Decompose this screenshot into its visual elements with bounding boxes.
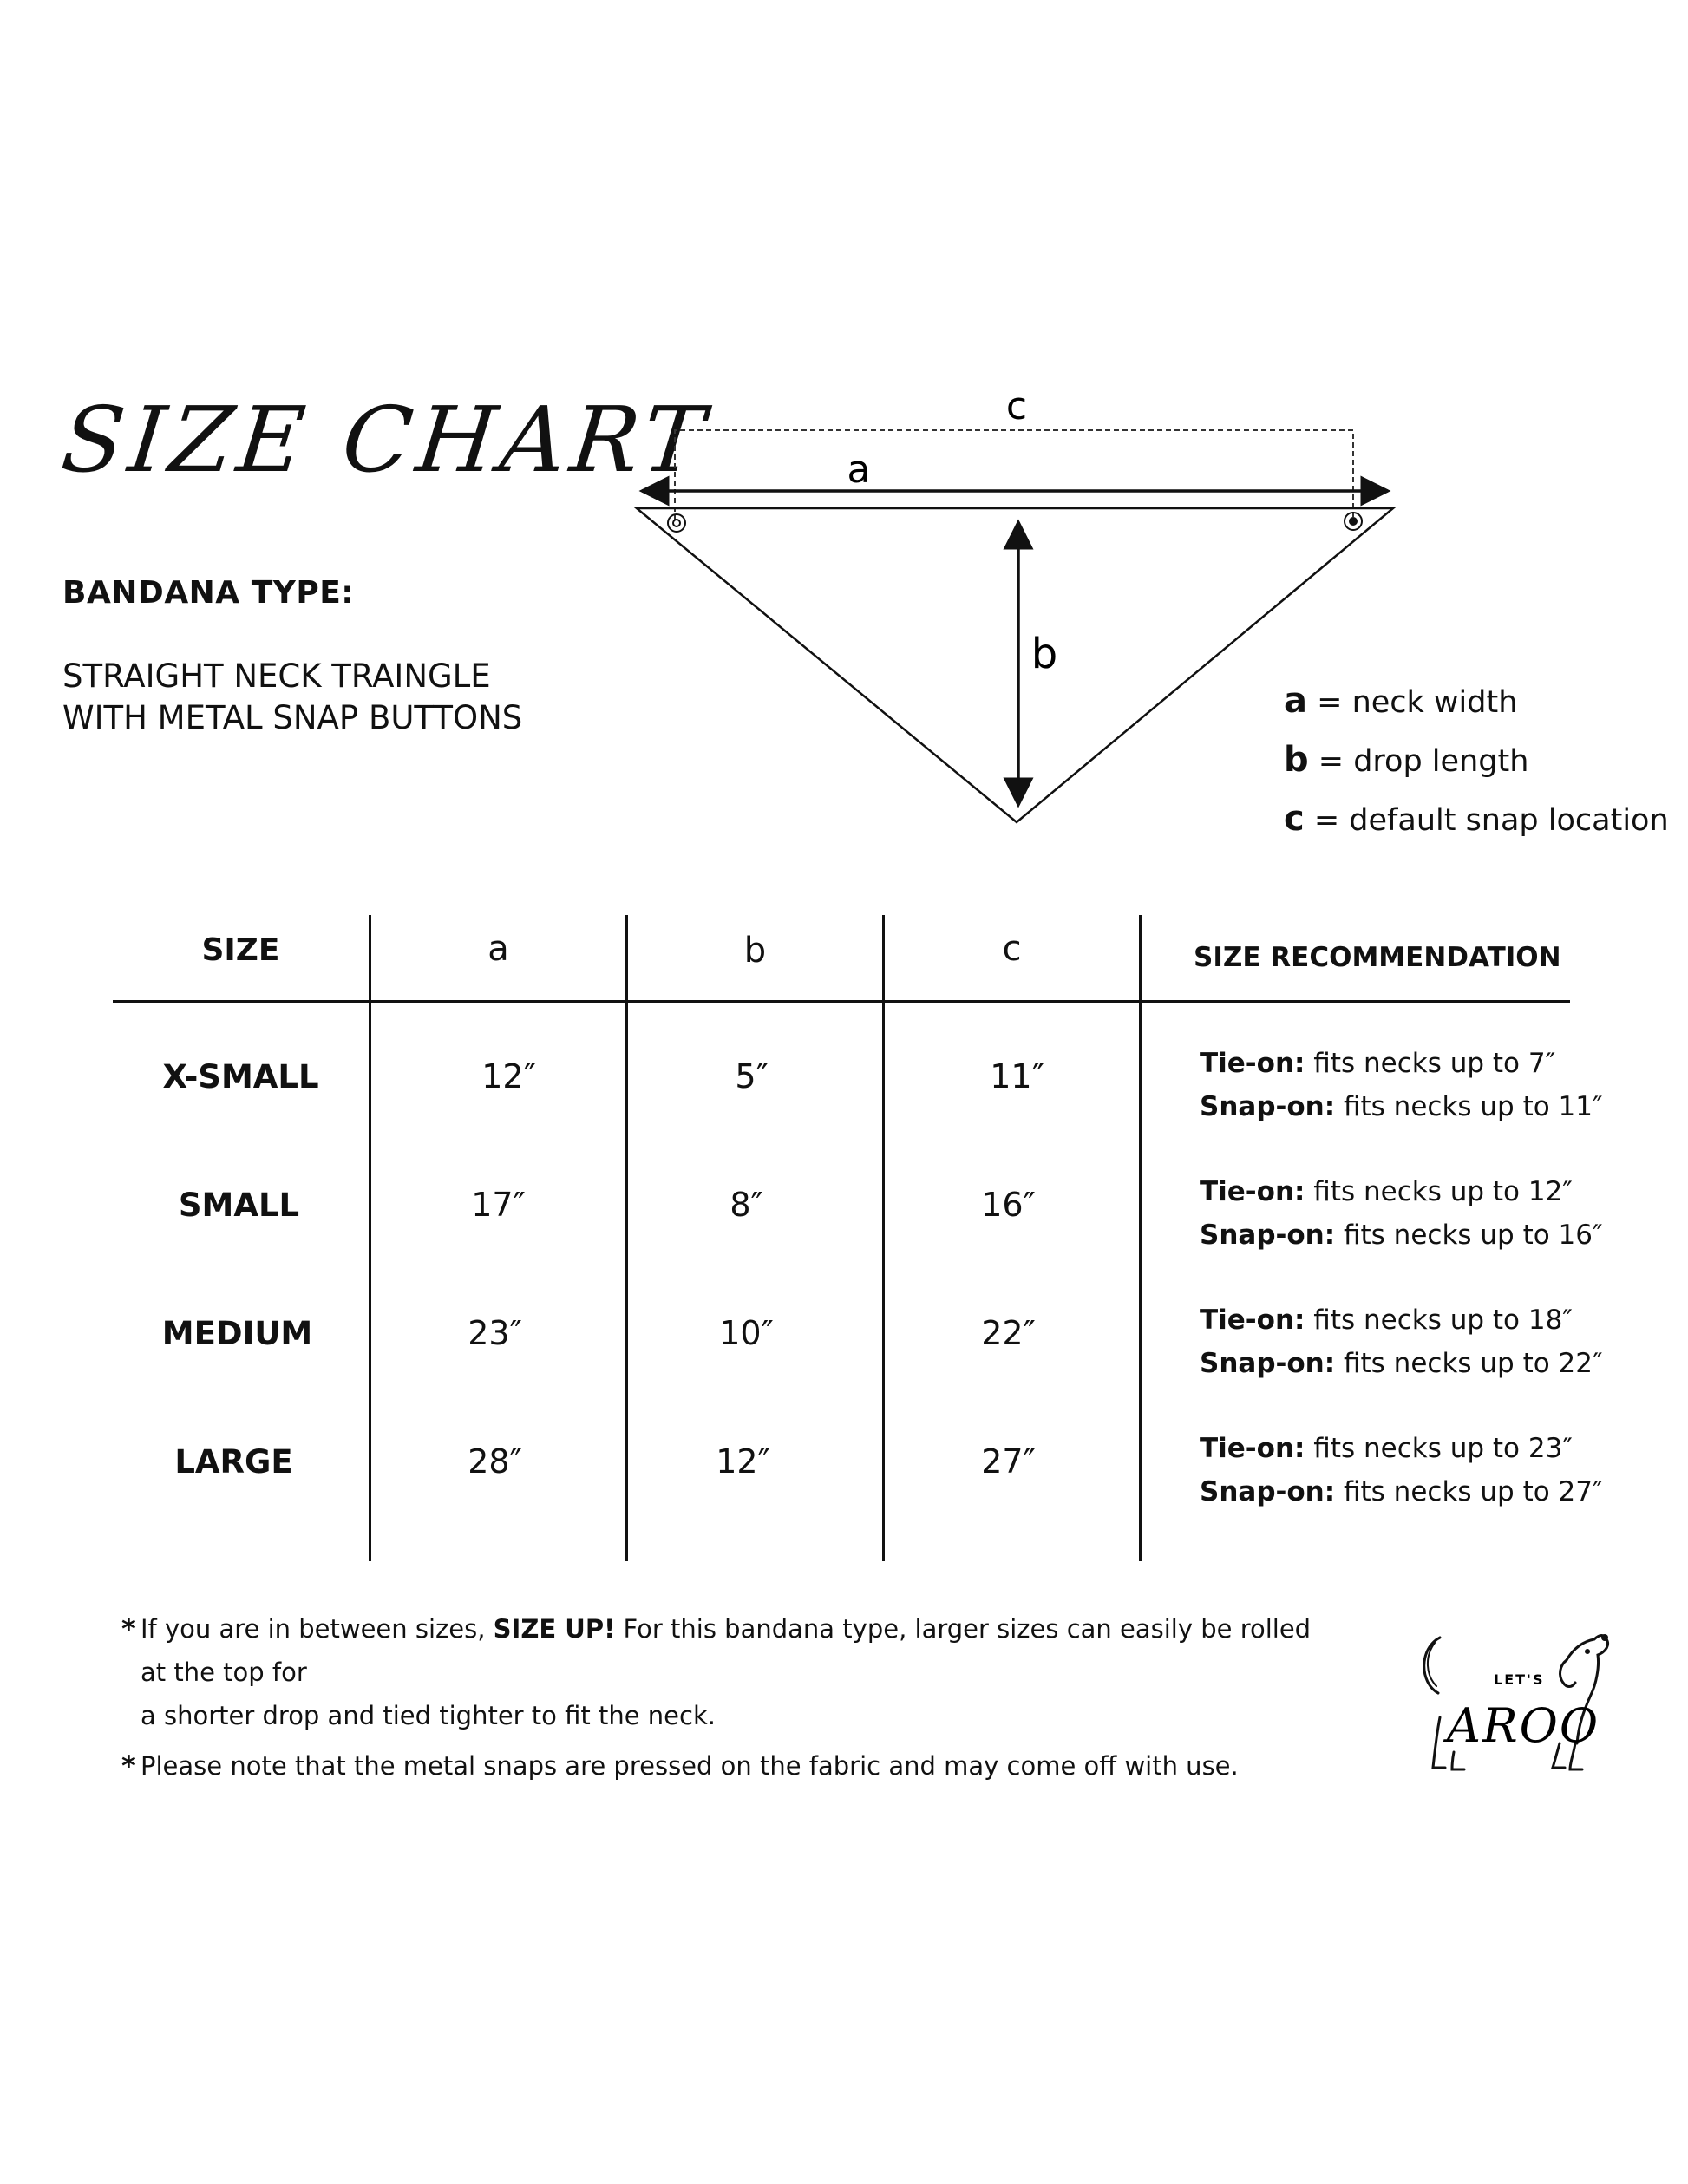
row-size: LARGE xyxy=(174,1443,293,1481)
footnote-star: * xyxy=(121,1612,136,1645)
bandana-type-line-2: WITH METAL SNAP BUTTONS xyxy=(62,699,523,736)
row-a: 23″ xyxy=(468,1314,522,1352)
row-b: 5″ xyxy=(735,1057,769,1095)
logo-aroo: AROO xyxy=(1447,1698,1600,1753)
row-size: MEDIUM xyxy=(161,1315,313,1352)
page-title: SIZE CHART xyxy=(56,387,715,493)
row-c: 27″ xyxy=(981,1442,1036,1481)
footnote-snaps: * Please note that the metal snaps are pressed on the fabric and may come off with use. xyxy=(121,1744,1336,1788)
row-b: 10″ xyxy=(719,1314,774,1352)
header-size: SIZE xyxy=(201,932,280,968)
row-a: 17″ xyxy=(471,1186,526,1224)
row-b: 8″ xyxy=(730,1186,763,1224)
legend-item-a: a = neck width xyxy=(1284,681,1518,721)
header-a: a xyxy=(487,929,509,969)
label-a: a xyxy=(847,448,871,492)
bandana-type-line-1: STRAIGHT NECK TRAINGLE xyxy=(62,657,491,695)
legend-item-b: b = drop length xyxy=(1284,740,1529,780)
header-size-recommendation: SIZE RECOMMENDATION xyxy=(1194,942,1561,973)
bandana-type-description xyxy=(62,656,522,739)
snap-location-bracket xyxy=(675,430,1353,520)
bandana-triangle xyxy=(637,508,1393,822)
row-a: 28″ xyxy=(468,1442,522,1481)
snap-button-left xyxy=(668,514,685,532)
footnotes xyxy=(121,1607,1336,1788)
label-b: b xyxy=(1030,630,1058,678)
logo-lets: LET'S xyxy=(1494,1671,1545,1688)
size-table xyxy=(113,915,1603,1561)
row-a: 12″ xyxy=(481,1057,536,1095)
diagram-legend xyxy=(1284,672,1669,849)
legend-item-c: c = default snap location xyxy=(1284,799,1669,839)
row-recommendation: Tie-on: fits necks up to 12″ Snap-on: fits necks up to 16″ xyxy=(1200,1176,1603,1251)
label-c: c xyxy=(1005,384,1028,428)
lets-aroo-logo xyxy=(1414,1613,1613,1787)
row-size: X-SMALL xyxy=(162,1058,319,1095)
row-c: 11″ xyxy=(990,1057,1044,1095)
row-recommendation: Tie-on: fits necks up to 7″ Snap-on: fits necks up to 11″ xyxy=(1200,1048,1603,1122)
footnote-star: * xyxy=(121,1749,136,1782)
footnote-size-up: * If you are in between sizes, SIZE UP! For this bandana type, larger sizes can easily be rolled at the top for a shorter drop and tied tighter to fit the neck. xyxy=(121,1607,1336,1737)
row-recommendation: Tie-on: fits necks up to 18″ Snap-on: fits necks up to 22″ xyxy=(1200,1305,1603,1379)
row-b: 12″ xyxy=(716,1442,770,1481)
column-divider xyxy=(1139,915,1142,1561)
row-size: SMALL xyxy=(178,1187,300,1224)
bandana-type-label: BANDANA TYPE: xyxy=(62,575,355,611)
row-recommendation: Tie-on: fits necks up to 23″ Snap-on: fits necks up to 27″ xyxy=(1200,1433,1603,1507)
row-c: 16″ xyxy=(981,1186,1036,1224)
header-c: c xyxy=(1002,929,1022,969)
header-b: b xyxy=(743,931,767,971)
header-rule xyxy=(113,1000,1570,1003)
row-c: 22″ xyxy=(981,1314,1036,1352)
